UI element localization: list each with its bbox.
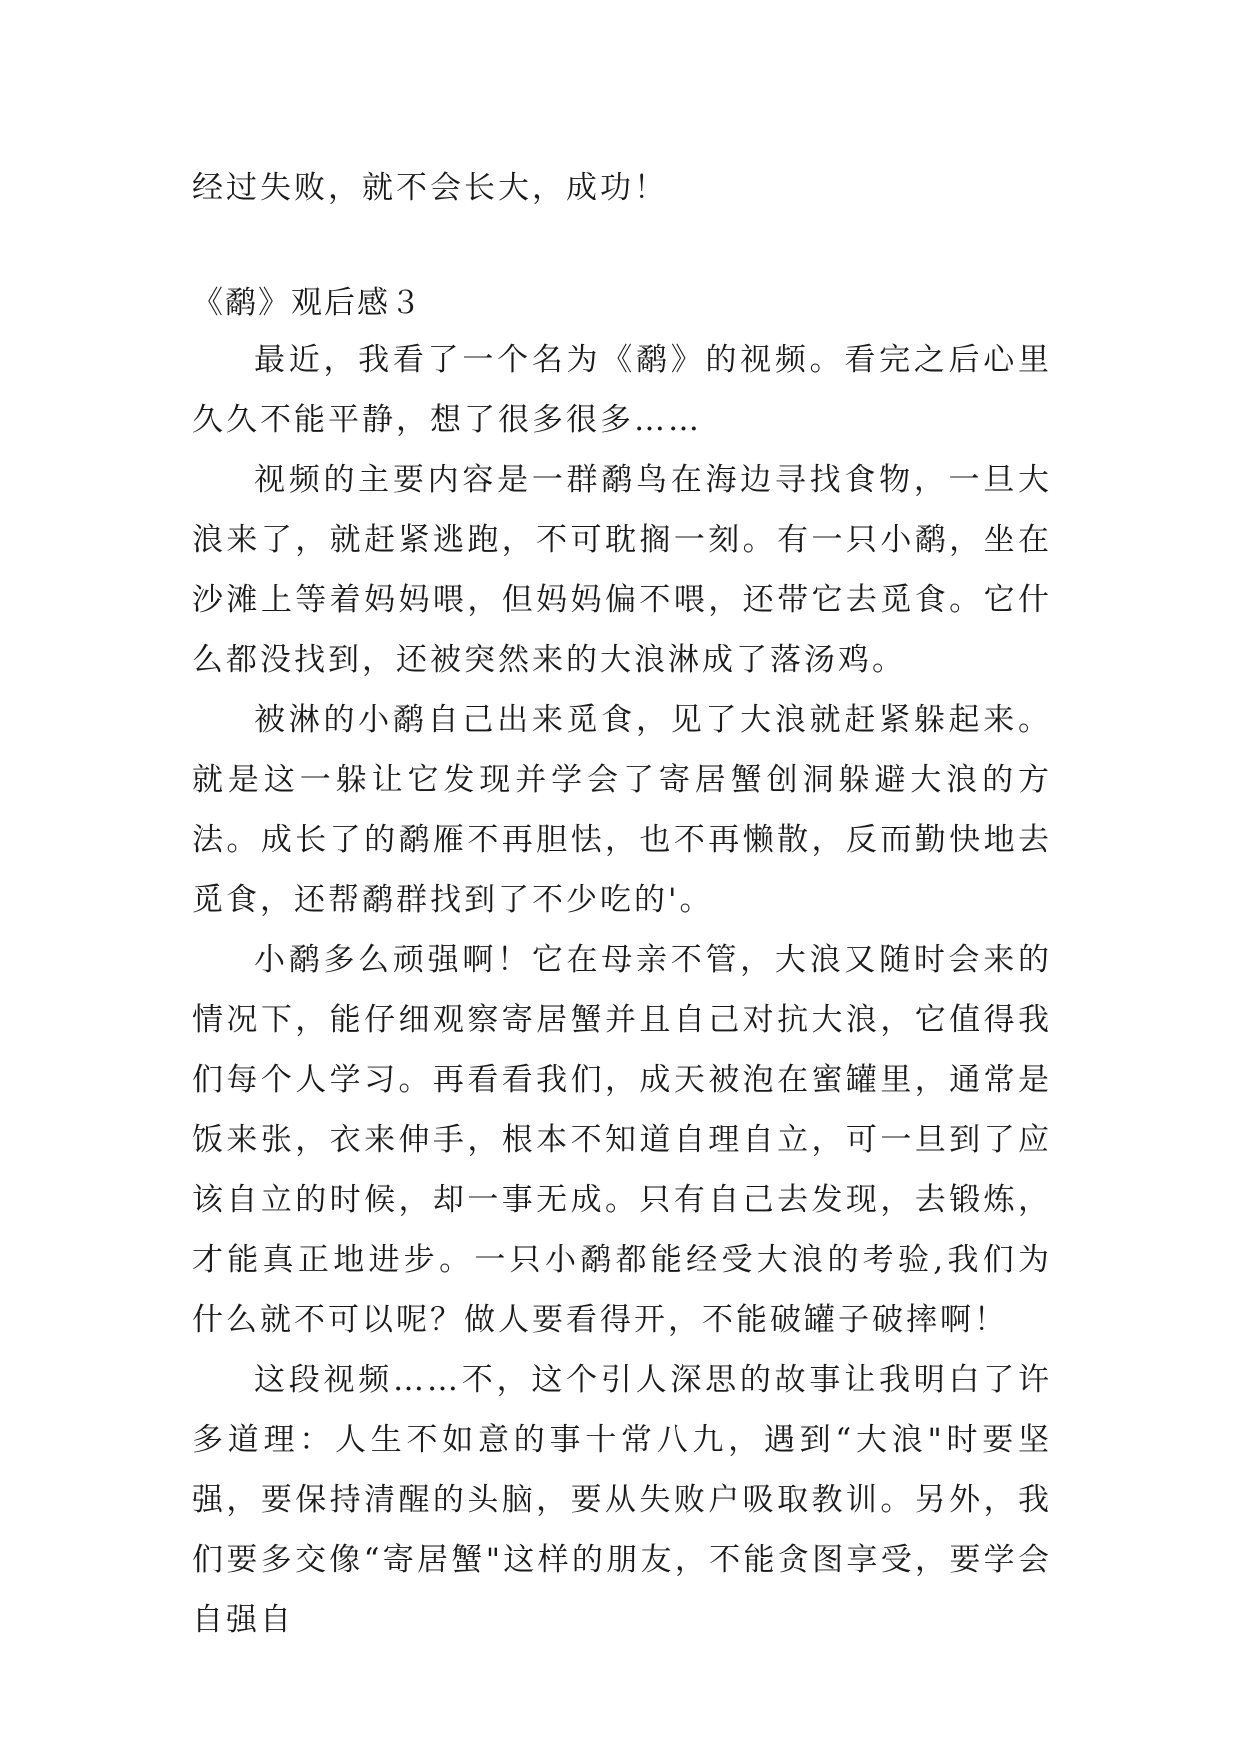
paragraph: 最近，我看了一个名为《鹬》的视频。看完之后心里久久不能平静，想了很多很多…… bbox=[192, 342, 1052, 438]
section-title: 《鹬》观后感３ bbox=[192, 285, 423, 321]
paragraph: 被淋的小鹬自己出来觅食，见了大浪就赶紧躲起来。就是这一躲让它发现并学会了寄居蟹创洞躲避大浪的方法。成长了的鹬雁不再胆怯，也不再懒散，反而勤快地去觅食，还帮鹬群找到了不少吃的'。 bbox=[192, 702, 1052, 918]
essay-body bbox=[192, 330, 1052, 1650]
paragraph: 小鹬多么顽强啊！它在母亲不管，大浪又随时会来的情况下，能仔细观察寄居蟹并且自己对抗大浪，它值得我们每个人学习。再看看我们，成天被泡在蜜罐里，通常是饭来张，衣来伸手，根本不知道自理自立，可一旦到了应该自立的时候，却一事无成。只有自己去发现，去锻炼，才能真正地进步。一只小鹬都能经受大浪的考验,我们为什么就不可以呢？做人要看得开，不能破罐子破摔啊！ bbox=[192, 942, 1052, 1338]
lead-line: 经过失败，就不会长大，成功！ bbox=[192, 170, 668, 206]
paragraph: 这段视频……不，这个引人深思的故事让我明白了许多道理：人生不如意的事十常八九，遇到“大浪"时要坚强，要保持清醒的头脑，要从失败户吸取教训。另外，我们要多交像“寄居蟹"这样的朋友，不能贪图享受，要学会自强自 bbox=[192, 1362, 1052, 1638]
paragraph: 视频的主要内容是一群鹬鸟在海边寻找食物，一旦大浪来了，就赶紧逃跑，不可耽搁一刻。有一只小鹬，坐在沙滩上等着妈妈喂，但妈妈偏不喂，还带它去觅食。它什么都没找到，还被突然来的大浪淋成了落汤鸡。 bbox=[192, 462, 1052, 678]
